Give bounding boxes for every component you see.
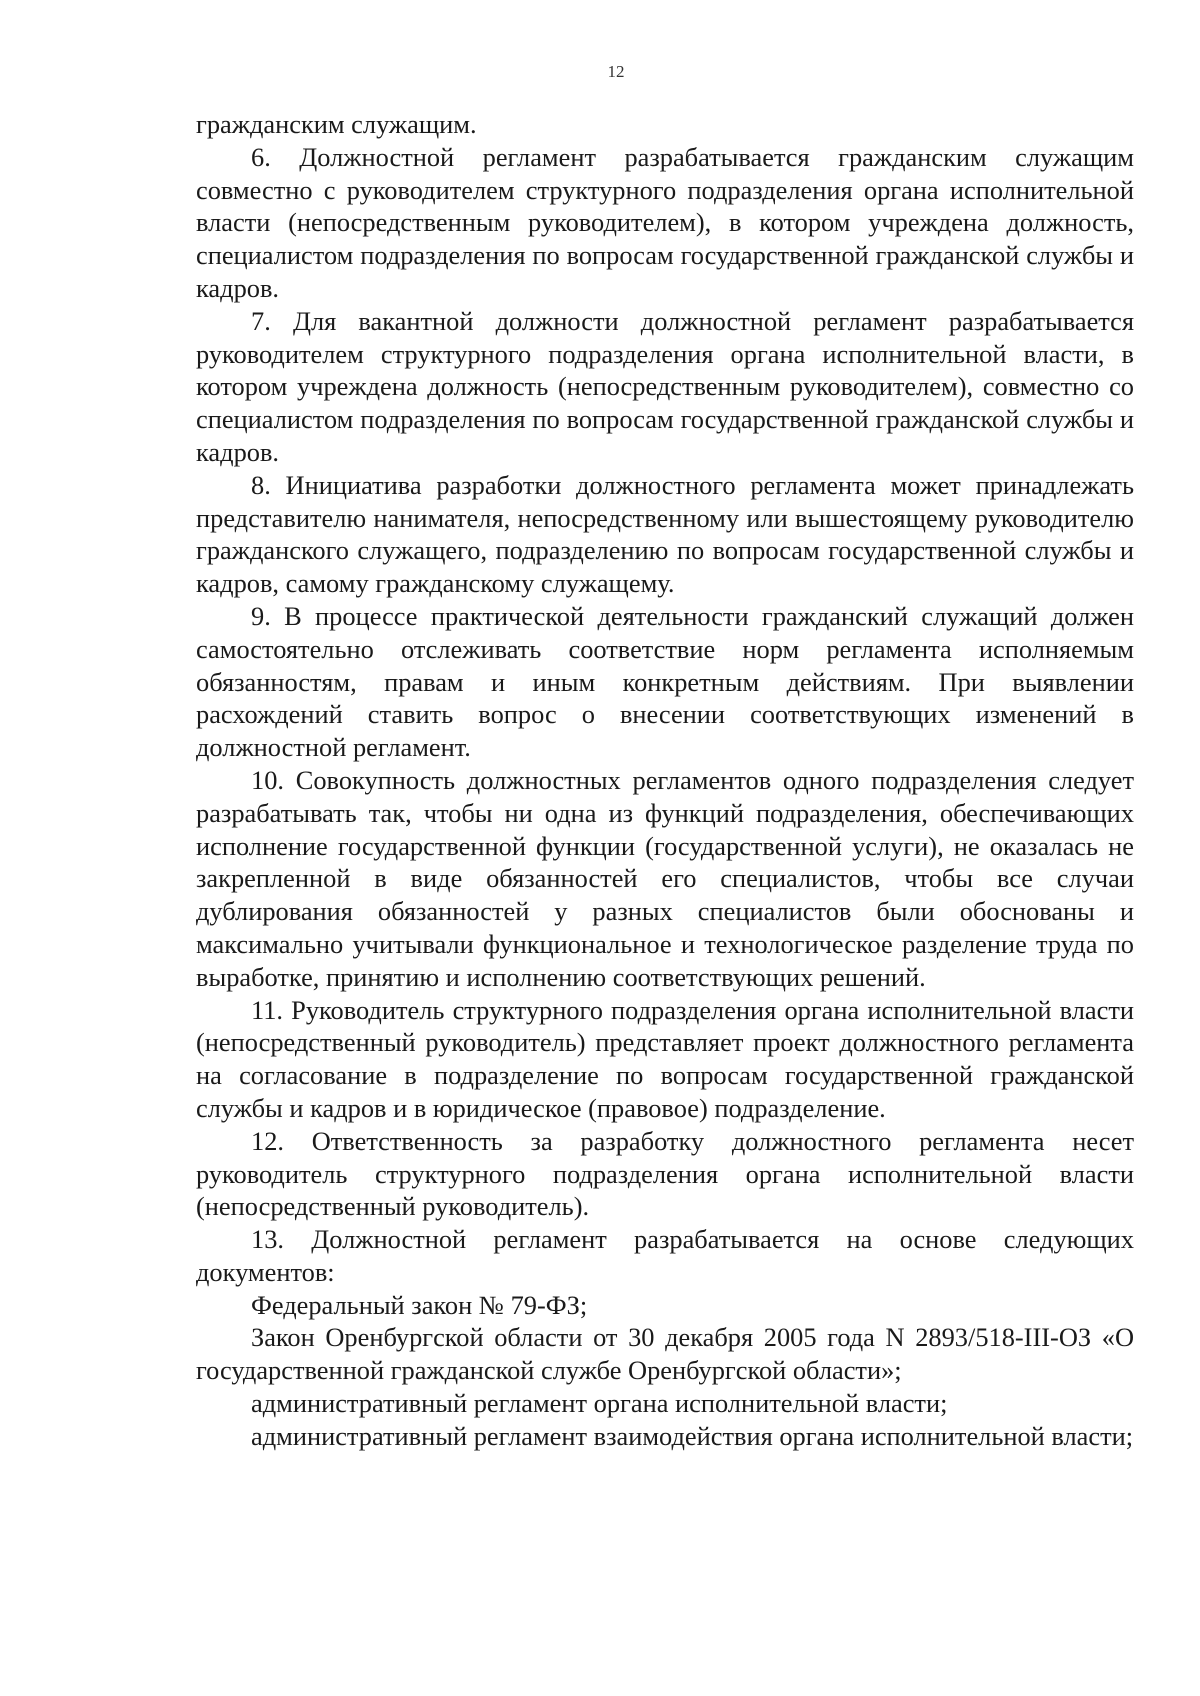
paragraph-10: 10. Совокупность должностных регламентов одного подразделения следует разрабатывать так, чтобы ни одна из функций подразделения, обеспечивающих исполнение государственной функции (государственной услуги), не оказалась не закрепленной в виде обязанностей его специалистов, чтобы все случаи дублирования обязанностей у разных специалистов были обоснованы и максимально учитывали функциональное и технологическое разделение труда по выработке, принятию и исполнению соответствующих решений. [196, 764, 1134, 992]
list-item-federal-law: Федеральный закон № 79-ФЗ; [251, 1289, 588, 1320]
paragraph-13: 13. Должностной регламент разрабатывается на основе следующих документов: [196, 1224, 1134, 1287]
document-body [196, 108, 1134, 1453]
page-number: 12 [607, 62, 625, 81]
list-item-interaction-regulation: административный регламент взаимодействия органа исполнительной власти; [251, 1420, 1134, 1451]
paragraph-8: 8. Инициатива разработки должностного регламента может принадлежать представителю нанимателя, непосредственному или вышестоящему руководителю гражданского служащего, подразделению по вопросам государственной службы и кадров, самому гражданскому служащему. [196, 469, 1134, 599]
paragraph-6: 6. Должностной регламент разрабатывается гражданским служащим совместно с руководителем структурного подразделения органа исполнительной власти (непосредственным руководителем), в котором учреждена должность, специалистом подразделения по вопросам государственной гражданской службы и кадров. [196, 141, 1134, 303]
paragraph-9: 9. В процессе практической деятельности гражданский служащий должен самостоятельно отслеживать соответствие норм регламента исполняемым обязанностям, правам и иным конкретным действиям. При выявлении расхождений ставить вопрос о внесении соответствующих изменений в должностной регламент. [196, 600, 1134, 763]
paragraph-12: 12. Ответственность за разработку должностного регламента несет руководитель структурного подразделения органа исполнительной власти (непосредственный руководитель). [196, 1125, 1134, 1222]
paragraph-continuation: гражданским служащим. [196, 109, 477, 139]
paragraph-7: 7. Для вакантной должности должностной регламент разрабатывается руководителем структурного подразделения органа исполнительной власти, в котором учреждена должность (непосредственным руководителем), совместно со специалистом подразделения по вопросам государственной гражданской службы и кадров. [196, 305, 1134, 467]
list-item-regional-law: Закон Оренбургской области от 30 декабря 2005 года N 2893/518-III-ОЗ «О государственной гражданской службе Оренбургской области»; [196, 1322, 1134, 1386]
paragraph-11: 11. Руководитель структурного подразделения органа исполнительной власти (непосредственный руководитель) представляет проект должностного регламента на согласование в подразделение по вопросам государственной гражданской службы и кадров и в юридическое (правовое) подразделение. [196, 994, 1134, 1123]
list-item-admin-regulation: административный регламент органа исполнительной власти; [251, 1388, 948, 1419]
